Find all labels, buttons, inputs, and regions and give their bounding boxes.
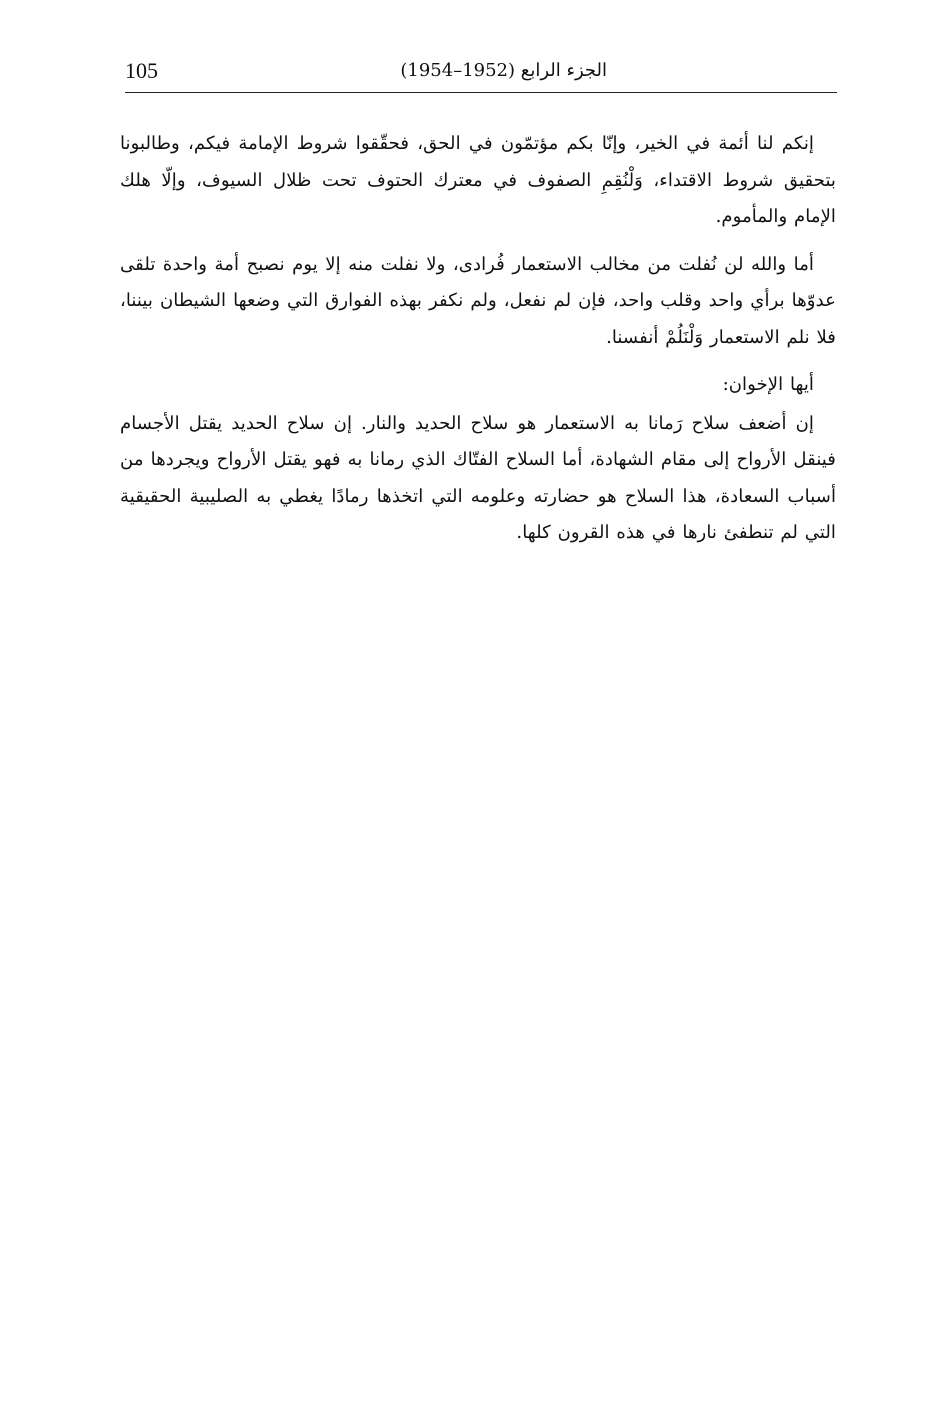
page-number: 105 — [125, 58, 158, 83]
chapter-title: الجزء الرابع (1952–1954) — [400, 60, 607, 81]
paragraph-weapon: إن أضعف سلاح رَمانا به الاستعمار هو سلاح الحديد والنار. إن سلاح الحديد يقتل الأجسام فينقل الأرواح إلى مقام الشهادة، أما السلاح الفتّاك الذي رمانا به فهو يقتل الأرواح ويجردها من أسباب السعادة، هذا السلاح هو حضارته وعلومه التي اتخذها رمادًا يغطي به الصليبية الحقيقية التي لم تنطفئ نارها في هذه القرون كلها. — [120, 412, 836, 543]
address-heading: أيها الإخوان: — [722, 374, 814, 395]
page-body — [120, 126, 836, 552]
paragraph-imams: إنكم لنا أئمة في الخير، وإنّا بكم مؤتمّون في الحق، فحقّقوا شروط الإمامة فيكم، وطالبونا بتحقيق شروط الاقتداء، وَلْنُقِمِ الصفوف في معترك الحتوف تحت ظلال السيوف، وإلّا هلك الإمام والمأموم. — [120, 133, 836, 227]
running-header — [125, 58, 837, 93]
paragraph-unity: أما والله لن نُفلت من مخالب الاستعمار فُرادى، ولا نفلت منه إلا يوم نصبح أمة واحدة تلقى عدوّها برأي واحد وقلب واحد، فإن لم نفعل، ولم نكفر بهذه الفوارق التي وضعها الشيطان بيننا، فلا نلم الاستعمار وَلْنَلُمْ أنفسنا. — [120, 253, 836, 348]
